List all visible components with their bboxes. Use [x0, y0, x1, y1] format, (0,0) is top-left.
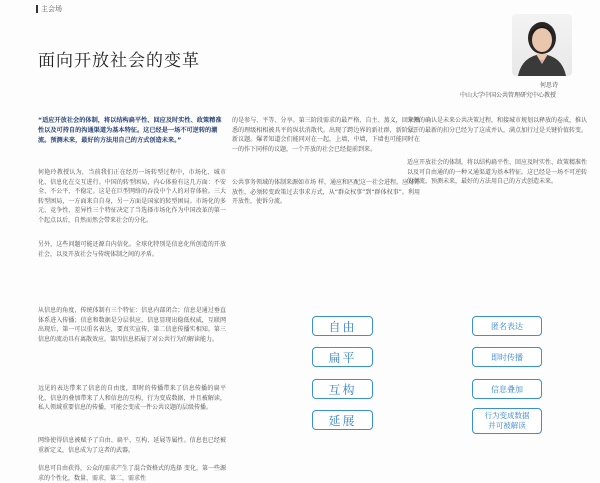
diagram-item-info-overlay: 信息叠加 — [472, 379, 542, 399]
article-title: 面向开放社会的变革 — [38, 51, 200, 71]
diagram-item-flat: 扁平 — [312, 347, 373, 367]
body-paragraph: 的是参与、平等、分享。第三阶段需求的最严格、自主、蒸义，回来熟悉的理级相相被具平的纵状消散代。出现了跨边界的新社群，新阶层，新议题。爆者知道会们能同对在一起，上墙，中墙，下墙也可能同时在一的作下同样的议题，一个开放的社会已经提前到来。 — [232, 117, 420, 153]
section-bar-icon — [36, 5, 38, 13]
body-paragraph: 分领的确认是未来公共决策过程，和接城市规划以释放的卷成，推认分开的最新的扣分已经为了这成并认，满点加行过是关键价值转变。 — [407, 117, 588, 134]
body-paragraph: 网络使得信息被赋予了自由、扁平、互构、延展等属性。信息也已经被重新定义，信息成为了这者的武器。 — [38, 437, 226, 454]
diagram-item-freedom: 自由 — [312, 316, 373, 336]
body-paragraph: 远见的表达带来了信息的自由度，即时的传播带来了信息传播的扁平化，信息的叠加带来了人和信息的互构，行为变成数据，并且被解读，私人领域重要信息的传播，可能会变成一件公共议题的层级传播。 — [38, 385, 226, 411]
author-affiliation: 中山大学中国公共管理研究中心教授 — [460, 92, 557, 99]
diagram-item-instant-spread: 即时传播 — [472, 347, 542, 367]
body-paragraph: 从信息的角度，传统体制有三个特征：信息内部闭合；信息是通过垂直体系进入传播；信息和数据是分层供应，信息显现出稳低权威，互联网出现后，第一可以重名表达，要真实宣传，第二信息传播实相知。第三信息的流动具有离散效应。第四信息拓展了对公共行为的解读能力。 — [38, 307, 226, 343]
diagram-item-interconstruct: 互构 — [312, 379, 373, 399]
body-paragraph: 何艳玲教授认为，当前我们正在经历一场转型过程中，市场化、城市化、信息化在交互进行。中国的转型困局，内心体验有这几方面：不安全、不公平、不稳定。这是在巨型网络的吞没中个人的对存体验。三大转型困局，一方面来自自身，另一方面是国家的转型困局。市场化的多元、竞争性、差异性三个特征决定了当选择市场化作为中国改革的第一个起点以后，自然而然会带来社会的分化。 — [38, 169, 226, 224]
diagram-item-extend: 延展 — [312, 410, 373, 430]
body-paragraph: 另外，这些问题可能还源自内信化。全球化特别是信息化所创造的开放社会，以及开放社会与传统体制之间的矛盾。 — [38, 241, 226, 258]
lead-quote: “适应开放社会的体制，将以结构扁平性、回应及时实性、政策精准性以及可持自的沟通渠道为基本特征。这已经是一场不可逆转的潮流。预测未来，最好的方法用自己的方式创造未来。” — [38, 117, 222, 144]
diagram-item-behavior-data: 行为变成数据 并可被解读 — [472, 408, 542, 434]
diagram-item-anonymous-expression: 匿名表达 — [472, 316, 542, 336]
section-tag — [36, 4, 62, 14]
body-paragraph: 公共事务领域的体制来源如市场 样，通应和匹配这一社会进程。应对开放性，必须转变政策过去事求方式，从“群众权事”到“群体权事”。利用开放性，使诉分流。 — [232, 179, 420, 205]
author-portrait — [512, 14, 572, 76]
section-tag-label: 主会场 — [41, 5, 62, 13]
author-name: 何思诗 — [540, 82, 559, 89]
body-paragraph: 信息可自由获得，公众的需求产生了混合资格式的选择 变化，第一些源求的个性化，数量、需求，第二，需求性 — [38, 465, 226, 482]
portrait-image — [512, 14, 572, 76]
body-paragraph: 适应开放社会的体制，将以结构扁平性、回应及时实性、政策精准性以及可自由通的的一种又通渠道为基本特征。这已经是一场不可逆转的潮流。预测未来，最好的方法用自己的方式创造未来。 — [407, 159, 588, 185]
